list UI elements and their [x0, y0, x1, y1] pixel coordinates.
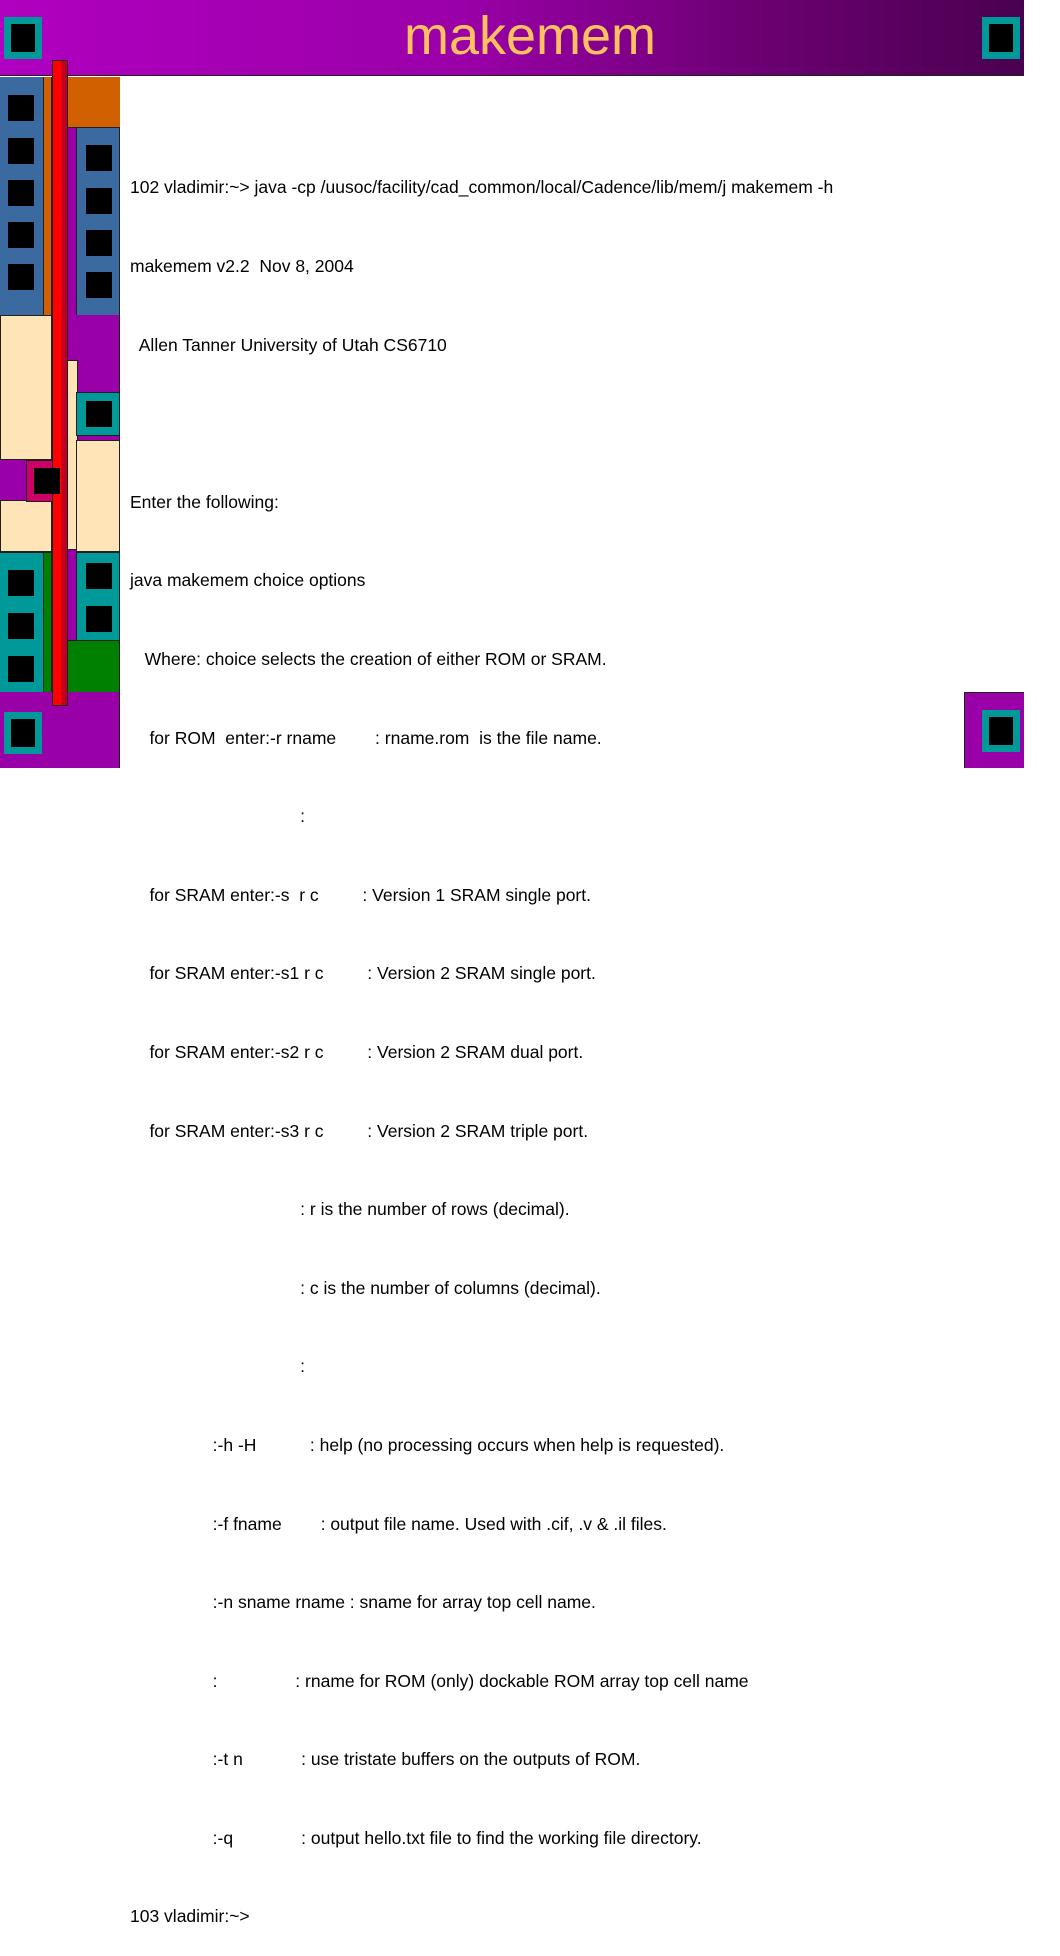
text-line: : : rname for ROM (only) dockable ROM array top cell name	[130, 1670, 749, 1691]
decor-orange-strip	[44, 77, 52, 315]
text-line: for ROM enter:-r rname : rname.rom is the file name.	[130, 727, 602, 748]
text-line: :-h -H : help (no processing occurs when help is requested).	[130, 1434, 725, 1455]
corner-square-icon-bottom-left	[4, 712, 42, 754]
decor-red-bar	[52, 60, 68, 706]
text-line: :	[130, 806, 306, 827]
text-line: Allen Tanner University of Utah CS6710	[130, 334, 447, 355]
decor-cream-block-4	[76, 440, 120, 552]
square-icon	[8, 138, 34, 164]
text-line: for SRAM enter:-s r c : Version 1 SRAM single port.	[130, 884, 591, 905]
text-line: :	[130, 1356, 306, 1377]
text-line: :-f fname : output file name. Used with .cif, .v & .il files.	[130, 1513, 667, 1534]
text-line: : r is the number of rows (decimal).	[130, 1199, 570, 1220]
text-line: for SRAM enter:-s3 r c : Version 2 SRAM triple port.	[130, 1120, 589, 1141]
square-icon	[8, 180, 34, 206]
square-icon	[86, 188, 112, 214]
square-icon	[8, 222, 34, 248]
text-line: Enter the following:	[130, 491, 279, 512]
text-line: :-n sname rname : sname for array top cell name.	[130, 1592, 596, 1613]
text-line: : c is the number of columns (decimal).	[130, 1277, 601, 1298]
square-icon	[86, 145, 112, 171]
text-line: :-q : output hello.txt file to find the working file directory.	[130, 1827, 702, 1848]
square-icon	[8, 656, 34, 682]
square-icon	[86, 230, 112, 256]
square-icon	[86, 563, 112, 589]
decor-orange-block	[68, 77, 120, 128]
text-line: 103 vladimir:~>	[130, 1906, 250, 1927]
decor-green-block-bottom-right	[68, 640, 120, 692]
square-icon	[34, 468, 60, 494]
decor-cream-block-3	[0, 500, 52, 552]
corner-square-icon-top-left	[4, 17, 42, 59]
text-line: for SRAM enter:-s2 r c : Version 2 SRAM dual port.	[130, 1041, 584, 1062]
decor-cream-block-1	[0, 315, 52, 460]
text-line: Where: choice selects the creation of either ROM or SRAM.	[130, 648, 607, 669]
text-line: makemem v2.2 Nov 8, 2004	[130, 256, 354, 276]
text-line: :-t n : use tristate buffers on the outputs of ROM.	[130, 1749, 641, 1770]
square-icon	[8, 570, 34, 596]
square-icon	[86, 272, 112, 298]
square-icon	[86, 606, 112, 632]
decor-green-strip	[44, 552, 52, 692]
page-title: makemem	[403, 6, 657, 66]
text-line: 102 vladimir:~> java -cp /uusoc/facility/cad_common/local/Cadence/lib/mem/j makemem -h	[130, 177, 834, 198]
square-icon	[8, 95, 34, 121]
corner-square-icon-top-right	[982, 17, 1020, 59]
terminal-output	[130, 122, 1010, 1956]
text-line	[130, 410, 1010, 436]
square-icon	[8, 613, 34, 639]
square-icon	[86, 401, 112, 427]
square-icon	[8, 264, 34, 290]
text-line: for SRAM enter:-s1 r c : Version 2 SRAM single port.	[130, 963, 596, 984]
text-line: java makemem choice options	[130, 570, 366, 591]
